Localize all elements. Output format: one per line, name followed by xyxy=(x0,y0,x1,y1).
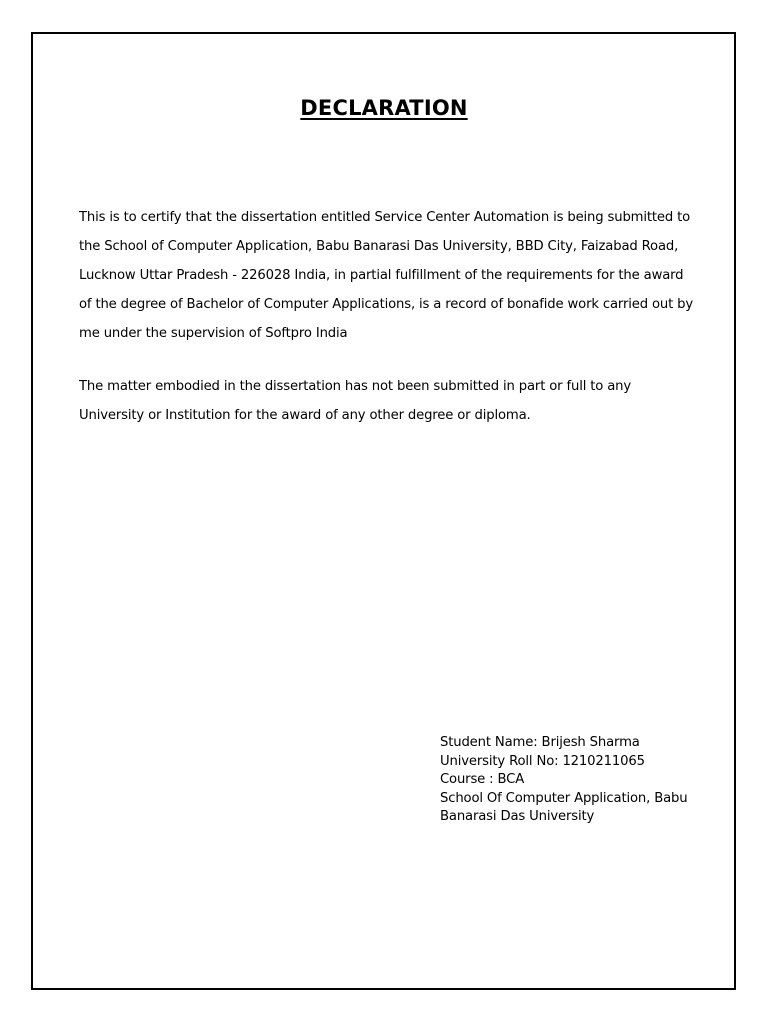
school-name-line-2: Banarasi Das University xyxy=(440,809,595,824)
page-title: DECLARATION xyxy=(300,96,468,120)
disclaimer-paragraph: The matter embodied in the dissertation has not been submitted in part or full to any University or Institution for the award of any other degree or diploma. xyxy=(79,379,632,423)
page-border xyxy=(31,32,736,990)
university-roll-no: University Roll No: 1210211065 xyxy=(440,753,645,769)
certification-paragraph: This is to certify that the dissertation entitled Service Center Automation is being submitted to the School of Computer Application, Babu Banarasi Das University, BBD City, Faizabad Road, Lucknow Uttar Pradesh - 226028 India, in partial fulfillment of the requirements for the award of the degree of Bachelor of Computer Applications, is a record of bonafide work carried out by me under the supervision of Softpro India xyxy=(79,210,694,341)
student-name: Student Name: Brijesh Sharma xyxy=(440,735,640,750)
signature-block xyxy=(440,734,730,827)
school-name-line-1: School Of Computer Application, Babu xyxy=(440,790,688,806)
course: Course : BCA xyxy=(440,772,525,787)
